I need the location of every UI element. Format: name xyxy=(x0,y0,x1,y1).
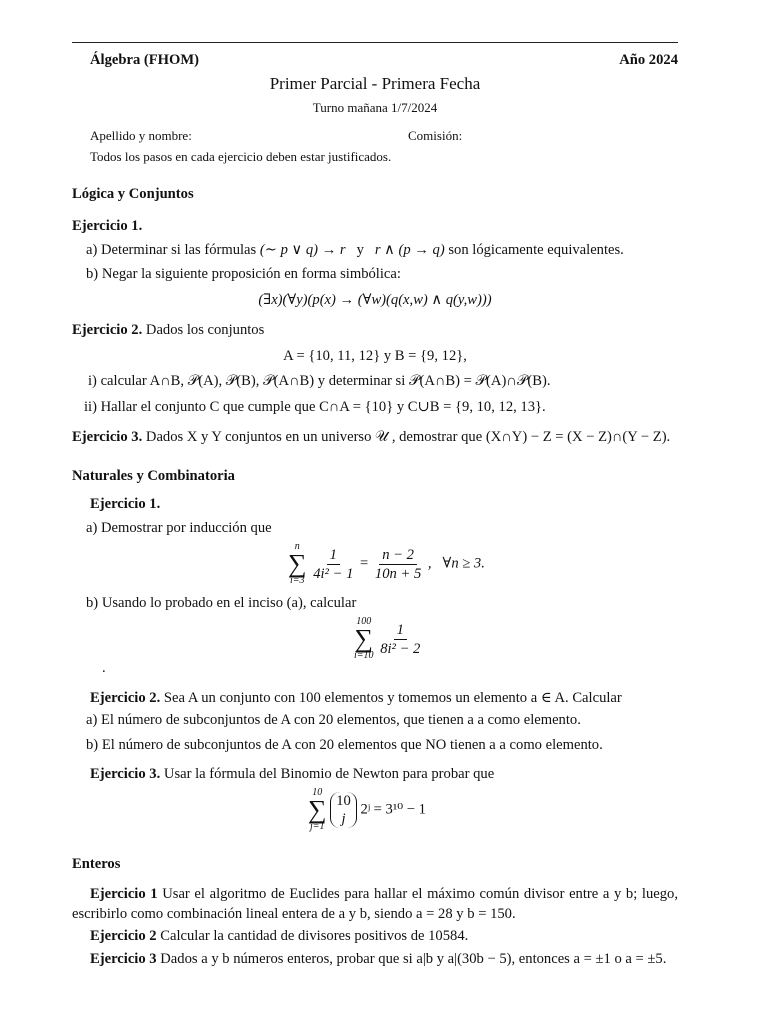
logic-ex2-ii xyxy=(84,398,546,416)
exam-shift: Turno mañana 1/7/2024 xyxy=(312,100,438,115)
integers-ex3 xyxy=(72,949,678,969)
exercise-title: Ejercicio 3 xyxy=(90,951,157,967)
logic-ex1-title: Ejercicio 1. xyxy=(72,218,143,234)
logic-ex1-b xyxy=(86,266,401,283)
instructions: Todos los pasos en cada ejercicio deben estar justificados. xyxy=(90,149,392,164)
item-text: El número de subconjuntos de A con 20 elementos, que tienen a a como elemento. xyxy=(101,712,581,728)
exercise-text: Dados a y b números enteros, probar que si a|b y a|(30b − 5), entonces a = ±1 o a = ±5. xyxy=(160,951,667,967)
item-text: Demostrar por inducción que xyxy=(101,520,272,536)
sum-lower-limit: j=1 xyxy=(310,821,325,832)
binomial-coefficient xyxy=(330,792,357,828)
item-label: i) xyxy=(88,373,97,389)
sigma-symbol: ∑ xyxy=(308,795,327,824)
item-label: a) xyxy=(86,520,98,536)
denominator: 8i² − 2 xyxy=(380,640,421,657)
binom-top: 10 xyxy=(336,793,351,809)
exercise-text: Usar el algoritmo de Euclides para hallar el máximo común divisor entre a y b; luego, escribirlo como combinación lineal entera de a y b, siendo a = 28 y b = 150. xyxy=(72,886,678,922)
exercise-text: Dados los conjuntos xyxy=(145,322,265,338)
binom-bottom: j xyxy=(341,811,346,827)
denominator: 10n + 5 xyxy=(374,565,422,582)
sum-upper-limit: 10 xyxy=(312,787,323,798)
exercise-title: Ejercicio 3. xyxy=(90,766,161,782)
logic-ex3 xyxy=(72,429,670,446)
item-label: ii) xyxy=(84,399,97,415)
exercise-text: Calcular la cantidad de divisores positivos de 10584. xyxy=(160,928,469,944)
item-label: b) xyxy=(86,266,99,282)
item-text: Usando lo probado en el inciso (a), calcular xyxy=(101,595,357,611)
naturals-ex3 xyxy=(90,766,494,783)
naturals-ex1-a-formula xyxy=(288,542,485,586)
exam-year: Año 2024 xyxy=(619,52,678,68)
naturals-ex1-title: Ejercicio 1. xyxy=(90,496,161,512)
sum-upper-limit: 100 xyxy=(356,616,372,627)
naturals-ex2 xyxy=(90,689,622,707)
sum-lower-limit: i=3 xyxy=(290,575,305,586)
course-name: Álgebra (FHOM) xyxy=(90,52,200,68)
fraction xyxy=(310,546,356,583)
denominator: 4i² − 1 xyxy=(313,565,354,582)
item-text: Negar la siguiente proposición en forma simbólica: xyxy=(101,266,401,282)
exercise-title: Ejercicio 2. xyxy=(90,690,161,706)
formula: r ∧ (p → q) xyxy=(374,242,445,258)
fraction xyxy=(377,621,423,658)
exercise-title: Ejercicio 3. xyxy=(72,429,143,445)
section-logic-title: Lógica y Conjuntos xyxy=(72,186,194,202)
numerator: 1 xyxy=(394,621,407,640)
item-text: Determinar si las fórmulas xyxy=(101,242,257,258)
trailing-dot: . xyxy=(102,660,106,676)
integers-ex1 xyxy=(72,884,678,924)
exercise-title: Ejercicio 2 xyxy=(90,928,157,944)
formula-rhs: 2ʲ = 3¹⁰ − 1 xyxy=(360,801,426,818)
condition: , ∀n ≥ 3. xyxy=(427,555,485,572)
naturals-ex1-a xyxy=(86,520,272,537)
naturals-ex1-b-formula xyxy=(354,617,423,661)
section-naturals-title: Naturales y Combinatoria xyxy=(72,468,235,484)
naturals-ex3-formula xyxy=(308,788,426,832)
top-rule xyxy=(72,42,678,43)
exam-title: Primer Parcial - Primera Fecha xyxy=(269,74,481,93)
item-label: b) xyxy=(86,595,99,611)
commission-label: Comisión: xyxy=(408,128,463,143)
fraction xyxy=(372,546,424,583)
item-label: b) xyxy=(86,737,99,753)
item-label: a) xyxy=(86,712,98,728)
integers-ex2 xyxy=(72,926,678,946)
connector: y xyxy=(356,242,364,258)
summation xyxy=(354,617,374,661)
numerator: n − 2 xyxy=(379,546,417,565)
formula: (∼ p ∨ q) → r xyxy=(259,242,346,258)
logic-ex2-sets: A = {10, 11, 12} y B = {9, 12}, xyxy=(283,348,467,364)
exercise-text: Sea A un conjunto con 100 elementos y tomemos un elemento a ∈ A. Calcular xyxy=(163,690,622,706)
exercise-text: Dados X y Y conjuntos en un universo 𝒰 , demostrar que (X∩Y) − Z = (X − Z)∩(Y − Z). xyxy=(145,429,671,445)
item-text: son lógicamente equivalentes. xyxy=(448,242,624,258)
logic-ex2-i xyxy=(88,373,550,390)
sigma-symbol: ∑ xyxy=(288,549,307,578)
summation xyxy=(288,542,307,586)
item-label: a) xyxy=(86,242,98,258)
sum-lower-limit: i=10 xyxy=(354,650,374,661)
item-text: Hallar el conjunto C que cumple que C∩A = {10} y C∪B = {9, 10, 12, 13}. xyxy=(100,399,546,415)
sigma-symbol: ∑ xyxy=(354,624,374,653)
name-label: Apellido y nombre: xyxy=(90,128,192,143)
logic-ex1-a xyxy=(86,241,624,259)
numerator: 1 xyxy=(327,546,340,565)
item-text: calcular A∩B, 𝒫(A), 𝒫(B), 𝒫(A∩B) y determinar si 𝒫(A∩B) = 𝒫(A)∩𝒫(B). xyxy=(100,373,551,389)
equals-sign: = xyxy=(360,555,369,572)
section-integers-title: Enteros xyxy=(72,856,121,872)
logic-ex2 xyxy=(72,322,264,339)
summation xyxy=(308,788,327,832)
logic-ex1-b-formula: (∃x)(∀y)(p(x) → (∀w)(q(x,w) ∧ q(y,w))) xyxy=(258,292,492,308)
exercise-title: Ejercicio 1 xyxy=(90,886,158,902)
sum-upper-limit: n xyxy=(294,541,300,552)
naturals-ex1-b xyxy=(86,595,356,612)
item-text: El número de subconjuntos de A con 20 elementos que NO tienen a a como elemento. xyxy=(101,737,603,753)
exercise-text: Usar la fórmula del Binomio de Newton para probar que xyxy=(163,766,495,782)
naturals-ex2-a xyxy=(86,712,581,729)
naturals-ex2-b xyxy=(86,737,603,754)
exercise-title: Ejercicio 2. xyxy=(72,322,143,338)
